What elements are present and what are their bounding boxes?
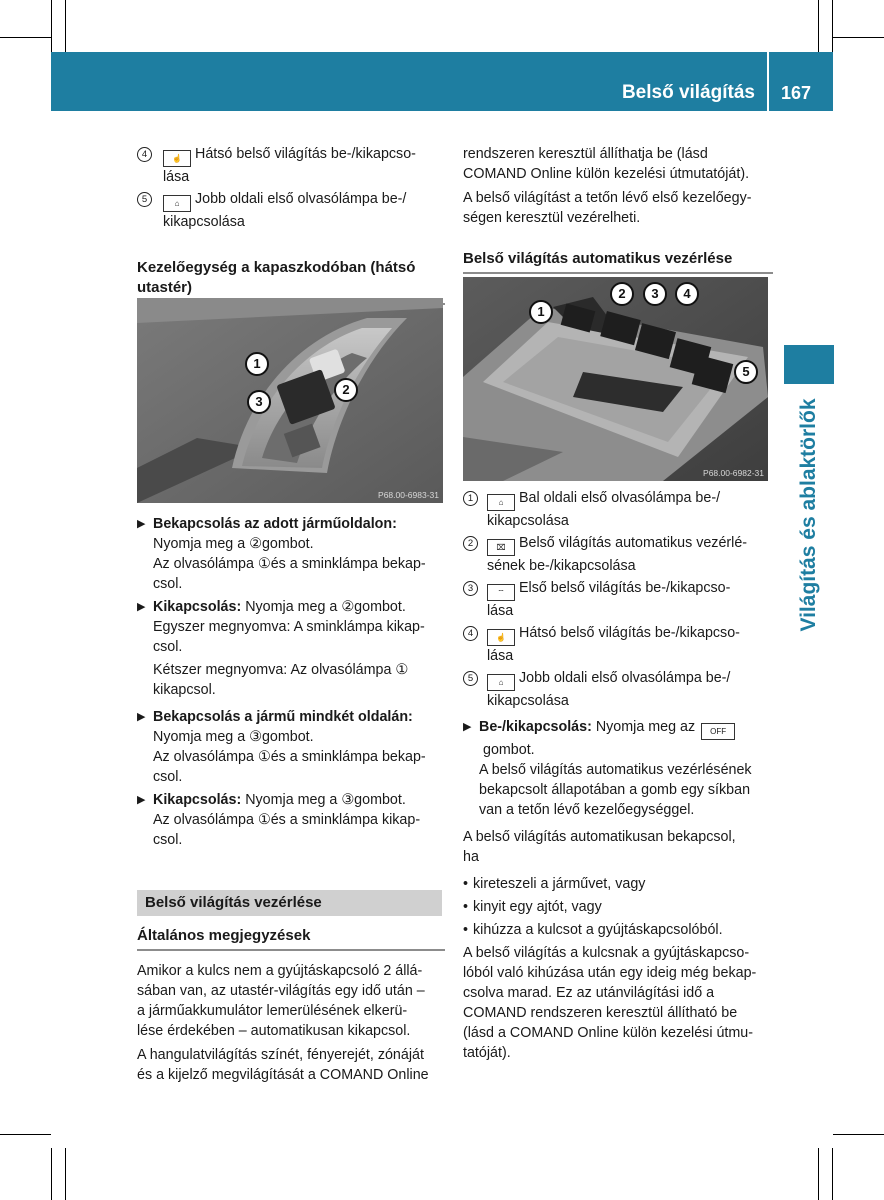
step-arrow-icon: ▶	[137, 601, 146, 613]
step-arrow-icon: ▶	[137, 518, 146, 530]
left-steps	[137, 514, 445, 850]
step-arrow-icon: ▶	[137, 711, 146, 723]
reading-lamp-icon: ⌂	[163, 195, 191, 212]
paragraph: A belső világítást a tetőn lévő első kezelőegy- ségen keresztül vezérelheti.	[463, 190, 752, 226]
bullet-item: • kihúzza a kulcsot a gyújtáskapcsolóból.	[463, 922, 723, 938]
photo-code: P68.00-6983-31	[378, 490, 439, 500]
rear-light-icon: ☝	[487, 629, 515, 646]
callout-number: 4	[137, 147, 152, 162]
list-item: 5 ⌂ Jobb oldali első olvasólámpa be-/ kikapcsolása	[137, 189, 445, 232]
divider	[463, 272, 773, 274]
reading-lamp-icon: ⌂	[487, 674, 515, 691]
crop-mark	[65, 1148, 66, 1200]
list-item: 5 ⌂ Jobb oldali első olvasólámpa be-/ kikapcsolása	[463, 668, 773, 711]
step-arrow-icon: ▶	[137, 794, 146, 806]
sub-heading: Általános megjegyzések	[137, 927, 311, 944]
callout-3: 3	[247, 390, 271, 414]
grab-handle-illustration	[137, 298, 443, 503]
crop-mark	[833, 1134, 884, 1135]
list-item: 3 ⌔ Első belső világítás be-/kikapcso- lása	[463, 578, 773, 621]
crop-mark	[51, 0, 52, 52]
auto-light-icon: OFF	[701, 723, 735, 740]
callout-number: 5	[463, 671, 478, 686]
right-legend	[463, 488, 773, 1063]
photo-code: P68.00-6982-31	[703, 468, 764, 478]
crop-mark	[818, 0, 819, 52]
callout-number: 3	[463, 581, 478, 596]
section-heading: Belső világítás automatikus vezérlése	[463, 250, 733, 267]
reading-lamp-icon: ⌂	[487, 494, 515, 511]
step-item: ▶ Be-/kikapcsolás: Nyomja meg az OFF gombot. A belső világítás automatikus vezérlésének bekapcsolt állapotában a gomb egy síkban van a tetőn lévő kezelőegységgel.	[463, 719, 752, 818]
callout-4: 4	[675, 282, 699, 306]
step-item: ▶ Kikapcsolás: Nyomja meg a ③gombot. Az olvasólámpa ①és a sminklámpa kikap- csol.	[137, 792, 421, 848]
callout-number: 4	[463, 626, 478, 641]
crop-mark	[0, 1134, 51, 1135]
header-separator	[767, 52, 769, 111]
left-bottom-text	[137, 926, 445, 1085]
right-column	[463, 144, 773, 274]
paragraph: A belső világítás a kulcsnak a gyújtáskapcso- lóból való kihúzása után egy ideig még bekap- csolva marad. Ez az utánvilágítási idő a COMAND rendszeren keresztül állítható be (lásd a COMAND Online külön kezelési útmu- tatóját).	[463, 945, 757, 1061]
bullet-list	[463, 874, 773, 940]
rear-light-icon: ☝	[163, 150, 191, 167]
callout-5: 5	[734, 360, 758, 384]
roof-control-illustration	[463, 277, 768, 481]
list-item: 4 ☝ Hátsó belső világítás be-/kikapcso- lása	[137, 144, 445, 187]
callout-number: 2	[463, 536, 478, 551]
side-tab-label: Világítás és ablaktörlők	[797, 398, 820, 632]
crop-mark	[65, 0, 66, 52]
crop-mark	[832, 1148, 833, 1200]
grab-handle-photo	[137, 298, 443, 503]
crop-mark	[51, 1148, 52, 1200]
bullet-item: • kireteszeli a járművet, vagy	[463, 876, 646, 892]
step-item: ▶ Bekapcsolás a jármű mindkét oldalán: Nyomja meg a ③gombot. Az olvasólámpa ①és a sminklámpa bekap- csol.	[137, 709, 426, 785]
divider	[137, 949, 445, 951]
callout-number: 1	[463, 491, 478, 506]
auto-light-icon: ⌧	[487, 539, 515, 556]
callout-2: 2	[610, 282, 634, 306]
step-item: ▶ Kikapcsolás: Nyomja meg a ②gombot. Egyszer megnyomva: A sminklámpa kikap- csol. Kétszer megnyomva: Az olvasólámpa ① kikapcsol.	[137, 599, 425, 698]
callout-number: 5	[137, 192, 152, 207]
paragraph: rendszeren keresztül állíthatja be (lásd COMAND Online külön kezelési útmutatóját).	[463, 146, 750, 182]
header-bar	[51, 52, 833, 111]
page-title: Belső világítás	[621, 82, 755, 103]
list-item: 2 ⌧ Belső világítás automatikus vezérlé- sének be-/kikapcsolása	[463, 533, 773, 576]
roof-control-unit-photo	[463, 277, 768, 481]
callout-3: 3	[643, 282, 667, 306]
callout-1: 1	[529, 300, 553, 324]
list-item: 4 ☝ Hátsó belső világítás be-/kikapcso- lása	[463, 623, 773, 666]
callout-1: 1	[245, 352, 269, 376]
paragraph: A hangulatvilágítás színét, fényerejét, zónáját és a kijelző megvilágítását a COMAND Online	[137, 1047, 429, 1083]
front-light-icon: ⌔	[487, 584, 515, 601]
gray-section-heading: Belső világítás vezérlése	[137, 890, 442, 916]
crop-mark	[833, 37, 884, 38]
page-number: 167	[781, 83, 812, 103]
crop-mark	[832, 0, 833, 52]
step-item: ▶ Bekapcsolás az adott járműoldalon: Nyomja meg a ②gombot. Az olvasólámpa ①és a sminklámpa bekap- csol.	[137, 516, 426, 592]
section-heading: Kezelőegység a kapaszkodóban (hátsó utastér)	[137, 259, 416, 296]
crop-mark	[0, 37, 51, 38]
left-column	[137, 144, 445, 305]
side-tab	[784, 345, 834, 384]
paragraph: A belső világítás automatikusan bekapcsol, ha	[463, 829, 736, 865]
paragraph: Amikor a kulcs nem a gyújtáskapcsoló 2 állá- sában van, az utastér-világítás egy idő után – a járműakkumulátor lemerülésének elkerü- lése érdekében – automatikusan kikapcsol.	[137, 963, 425, 1039]
list-item: 1 ⌂ Bal oldali első olvasólámpa be-/ kikapcsolása	[463, 488, 773, 531]
callout-2: 2	[334, 378, 358, 402]
step-arrow-icon: ▶	[463, 721, 472, 733]
bullet-item: • kinyit egy ajtót, vagy	[463, 899, 602, 915]
crop-mark	[818, 1148, 819, 1200]
